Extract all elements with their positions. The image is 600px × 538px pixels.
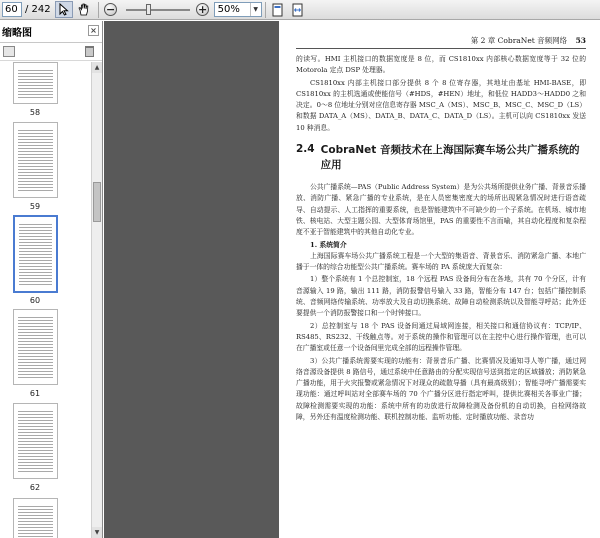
toolbar-separator [265,2,266,18]
paragraph: 2）总控制室与 18 个 PAS 设备间通过局域网连接，相关接口和通信协议有：TCP/IP、RS485、RS232、干线触点等。对于系统的操作和管理可以在主控中心进行操作管理，也可以在广播室或任意一个设备间里完成全部的远程操作管理。 [296,321,586,353]
paragraph: 公共广播系统—PAS（Public Address System）是为公共场所提供业务广播、背景音乐播放、消防广播、紧急广播的专业系统，是在人员密集密度大的场所出现紧急情况时进行语音疏导、自动提示、人工指挥的重要系统，也是智能建筑中不可缺少的一个子系统。在机场、城市地铁、核电站、大型主题公园、大型体育场馆里，PAS 的重要性不言而喻，其自动化程度和复杂程度不亚于智能建筑中的其他自动化专业。 [296,183,586,237]
paragraph: CS1810xx 内部主机接口部分提供 8 个 8 位寄存器，其地址由基址 HMI-BASE，即 CS1810xx 的主机选通或使能信号（#HDS，#HEN）地址，和低位 HADD3～HADD0 之和决定。0～8 位地址分别对应信息寄存器 MSC_A（MS）、MSC_B、MSC_C、MSC_D（LS）和数据 DATA_A（MS）、DATA_B、DATA_C、DATA_D（LS）。主机可以向 CS1810xx 发送 10 种消息。 [296,78,586,132]
zoom-slider-knob[interactable] [146,4,151,15]
chevron-down-icon[interactable]: ▼ [250,3,261,16]
plus-icon: + [198,3,208,16]
fit-page-icon [272,3,283,17]
cursor-icon [59,3,69,16]
thumbnail-label: 59 [29,202,41,211]
minus-icon: − [106,3,116,16]
zoom-select[interactable] [214,2,262,17]
options-icon[interactable] [3,46,15,57]
section-number: 2.4 [296,143,315,156]
thumbnail-list [0,62,91,538]
thumbnail-page-selected[interactable] [13,215,58,293]
toolbar [0,0,600,20]
paragraph: 的读写。HMI 主机接口的数据宽度是 8 位，而 CS1810xx 内部核心数据宽度等于 32 位的 Motorola 定点 DSP 处理器。 [296,55,586,75]
document-viewer[interactable] [104,21,600,538]
fit-width-button[interactable] [289,1,307,18]
panel-header [0,21,102,43]
scrollbar-thumb[interactable] [93,182,101,222]
panel-toolbar [0,43,102,61]
fit-page-button[interactable] [269,1,287,18]
zoom-out-button[interactable] [102,1,120,18]
chapter-header: 第 2 章 CobraNet 音频网络 [470,36,568,45]
thumbnail-panel [0,21,103,538]
select-tool-button[interactable] [55,1,73,18]
thumbnail-page[interactable] [13,403,58,479]
paragraph: 3）公共广播系统需要实现的功能有：背景音乐广播、比赛情况及通知寻人等广播，通过网络音源设备提供 8 路信号，通过系统中任意路由的分配实现信号送到指定的区域播放；消防紧急广播功能，用于火灾报警或紧急情况下对现众的疏散导播（具有最高级别）；智能寻呼广播需要实现功能：通过呼叫站对全部赛车场的 70 个广播分区进行指定呼叫，提供比赛相关各事业广播；故障检测需要实现的功能：系统中所有的功放进行故障检测及备份机的自动切换，自检网络故障，另外还有温度检测功能、联机控制功能、监听功能、定时播放功能、录音功 [296,356,586,422]
scroll-up-icon[interactable]: ▲ [92,62,102,73]
paragraph: 上海国际赛车场公共广播系统工程是一个大型的集语音、背景音乐、消防紧急广播、本地广播于一体的综合功能型公共广播系统。赛车场的 PA 系统庞大而复杂： [296,251,586,272]
thumbnail-label: 58 [29,108,41,117]
scroll-down-icon[interactable]: ▼ [92,527,102,538]
page-total: / 242 [25,4,51,15]
paragraph: 1）整个系统有 1 个总控制室，18 个远程 PAS 设备间分布在各地，共有 70 个分区，计有音源输入 19 路，输出 111 路，消防报警信号输入 33 路，智能分布 147 台；包括广播控制系统、音频网络传输系统、功率放大及自动切换系统、故障自动检测系统以及智能寻呼站；此外还要提供一个消防报警接口和一个时钟接口。 [296,275,586,318]
zoom-slider[interactable] [126,9,190,11]
thumbnail-scrollbar[interactable] [91,62,102,538]
panel-title: 缩略图 [2,28,32,39]
hand-tool-button[interactable] [75,1,93,18]
section-heading [296,143,586,173]
subheading: 1. 系统简介 [310,240,347,249]
header-page-number: 53 [575,36,586,45]
toolbar-separator [98,2,99,18]
hand-icon [78,3,90,16]
thumbnail-label: 61 [29,389,41,398]
document-page [279,21,600,538]
trash-icon[interactable] [85,46,94,57]
thumbnail-page[interactable] [13,122,58,198]
page-number-input[interactable]: 60 [2,2,22,17]
section-title: CobraNet 音频技术在上海国际赛车场公共广播系统的应用 [320,144,580,172]
thumbnail-page[interactable] [13,498,58,538]
thumbnail-label: 60 [29,296,41,305]
close-icon[interactable]: × [88,25,99,36]
thumbnail-page[interactable] [13,62,58,104]
thumbnail-page[interactable] [13,309,58,385]
thumbnail-label: 62 [29,483,41,492]
zoom-value: 50% [217,4,240,15]
running-header [296,35,586,49]
fit-width-icon [292,3,303,17]
zoom-in-button[interactable] [194,1,212,18]
